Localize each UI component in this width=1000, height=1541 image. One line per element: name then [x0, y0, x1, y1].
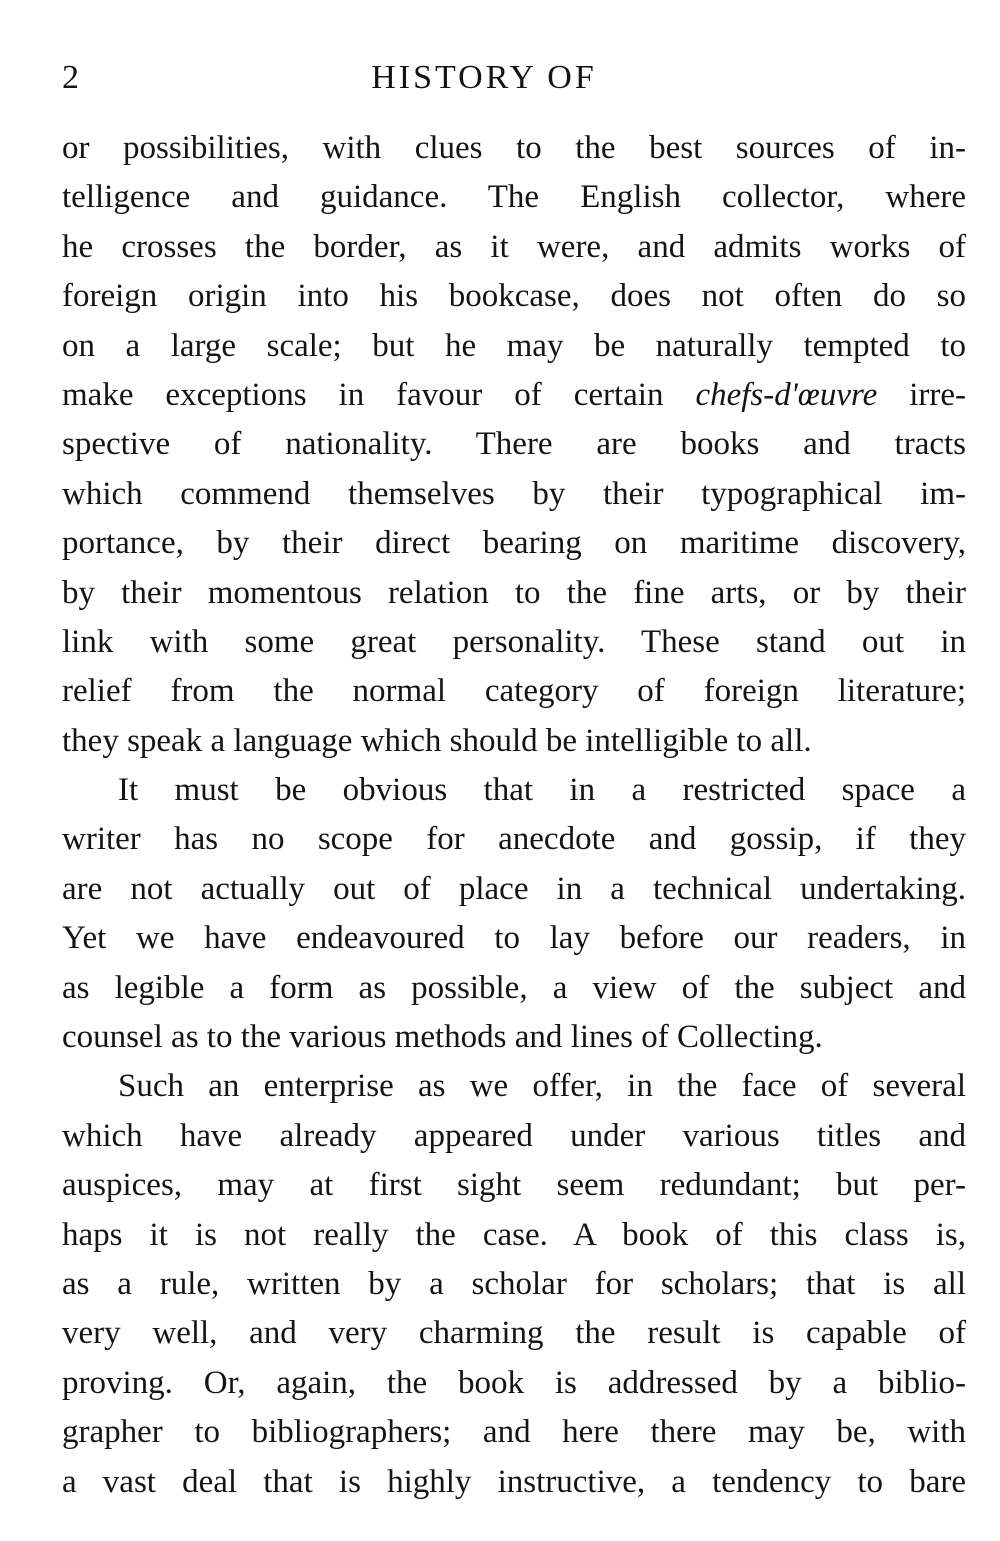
text-line: writer has no scope for anecdote and gossip, if they: [62, 821, 966, 858]
text-line: or possibilities, with clues to the best sources of in-: [62, 130, 966, 166]
text-line: which have already appeared under various titles and: [62, 1117, 966, 1154]
page-number: 2: [62, 59, 79, 96]
text-line: he crosses the border, as it were, and admits works of: [62, 228, 966, 265]
text-line: which commend themselves by their typographical im-: [62, 475, 966, 512]
text-line: auspices, may at first sight seem redundant; but per-: [62, 1167, 966, 1204]
text-line: haps it is not really the case. A book of this class is,: [62, 1216, 966, 1253]
text-line: by their momentous relation to the fine arts, or by their: [62, 574, 966, 611]
page-header: [62, 56, 966, 100]
text-line-end: irre-: [877, 376, 966, 413]
text-line: they speak a language which should be intelligible to all.: [62, 722, 812, 759]
text-line: It must be obvious that in a restricted space a: [118, 772, 966, 809]
text-line: very well, and very charming the result is capable of: [62, 1315, 966, 1352]
text-line: as a rule, written by a scholar for scholars; that is all: [62, 1265, 966, 1302]
text-line: Such an enterprise as we offer, in the face of several: [118, 1068, 966, 1105]
text-line: link with some great personality. These stand out in: [62, 623, 966, 660]
text-line: a vast deal that is highly instructive, a tendency to bare: [62, 1463, 966, 1500]
text-line: portance, by their direct bearing on maritime discovery,: [62, 525, 966, 562]
text-line: foreign origin into his bookcase, does not often do so: [62, 278, 966, 315]
body-text: [62, 124, 966, 1507]
running-head: HISTORY OF: [371, 59, 597, 96]
text-line: telligence and guidance. The English collector, where: [62, 179, 966, 216]
text-line: proving. Or, again, the book is addressed by a biblio-: [62, 1364, 966, 1401]
text-line: as legible a form as possible, a view of the subject and: [62, 969, 966, 1006]
text-line: spective of nationality. There are books and tracts: [62, 426, 966, 463]
text-line: grapher to bibliographers; and here there may be, with: [62, 1414, 966, 1451]
text-line: [62, 371, 966, 420]
text-line: relief from the normal category of foreign literature;: [62, 673, 966, 710]
text-line: Yet we have endeavoured to lay before our readers, in: [62, 920, 966, 957]
text-line: are not actually out of place in a technical undertaking.: [62, 870, 966, 907]
text-line: counsel as to the various methods and lines of Collecting.: [62, 1019, 823, 1056]
italic-phrase: chefs-d'œuvre: [695, 376, 878, 413]
text-line: on a large scale; but he may be naturally tempted to: [62, 327, 966, 364]
text-line-start: make exceptions in favour of certain: [62, 376, 696, 413]
